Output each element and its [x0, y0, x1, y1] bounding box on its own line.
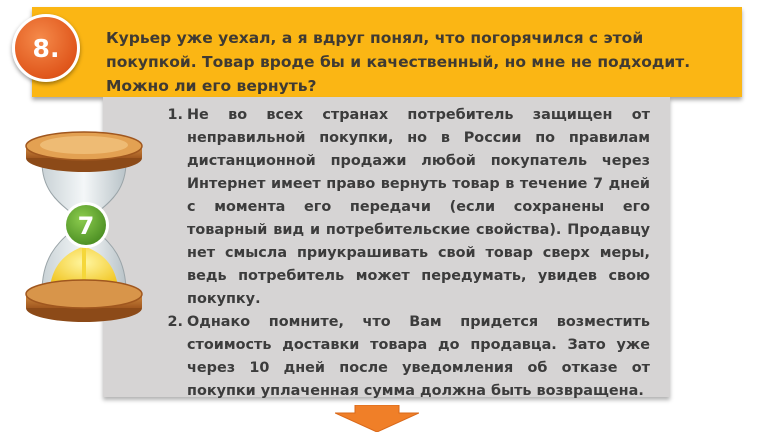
hourglass-icon: [20, 122, 150, 337]
list-item: [162, 311, 650, 403]
arrow-down-icon[interactable]: [335, 405, 419, 432]
answer-list: [162, 104, 650, 403]
question-text: Курьер уже уехал, а я вдруг понял, что погорячился с этой покупкой. Товар вроде бы и качественный, но мне не подходит. Можно ли его вернуть?: [106, 29, 691, 95]
list-item-text: Не во всех странах потребитель защищен от неправильной покупки, но в России по правилам дистанционной продажи любой покупатель через Интернет имеет право вернуть товар в течение 7 дней с момента его передачи (если сохранены его товарный вид и потребительские свойства). Продавцу нет смысла приукрашивать свой товар сверх меры, ведь потребитель может передумать, увидев свою покупку.: [187, 107, 650, 307]
list-item-marker: 2.: [167, 314, 183, 330]
list-item: [162, 104, 650, 311]
question-number-badge: [12, 14, 80, 82]
question-number: 8.: [32, 33, 60, 63]
list-item-text: Однако помните, что Вам придется возместить стоимость доставки товара до продавца. Зато уже через 10 дней после уведомления об отказе от покупки уплаченная сумма должна быть возвращена.: [187, 314, 650, 399]
timer-value: 7: [77, 212, 95, 240]
list-item-marker: 1.: [167, 107, 183, 123]
